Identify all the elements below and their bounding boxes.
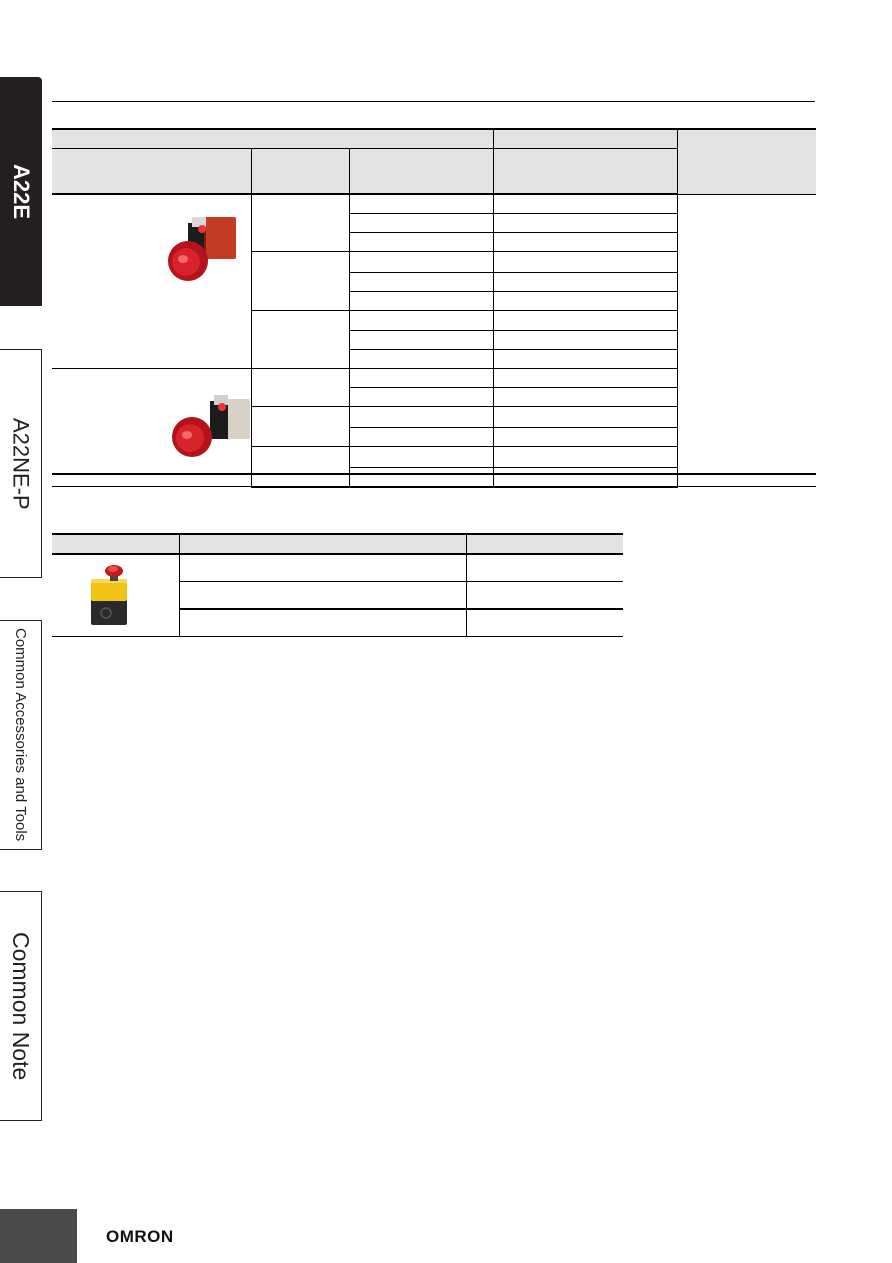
data-cell (493, 252, 677, 273)
product-table (52, 128, 816, 488)
data-cell (179, 582, 466, 609)
data-cell (493, 233, 677, 252)
control-box-table (52, 533, 623, 637)
table-header-row (52, 534, 623, 554)
tab-a22ne-p[interactable] (0, 349, 42, 578)
shared-cell (677, 194, 816, 487)
data-cell (349, 427, 493, 446)
table-bottom-rule (52, 473, 816, 475)
emergency-stop-switch-image (52, 369, 251, 481)
data-cell (493, 388, 677, 407)
data-cell (493, 194, 677, 214)
data-cell (493, 291, 677, 310)
group-cell (251, 369, 349, 407)
product-image-cell (52, 194, 251, 369)
group-cell (251, 252, 349, 311)
data-cell (349, 388, 493, 407)
data-cell (493, 214, 677, 233)
data-cell (466, 582, 623, 609)
data-cell (493, 350, 677, 369)
table-row (52, 554, 623, 582)
header-cell (251, 149, 349, 195)
control-box-image (52, 555, 179, 631)
header-cell (52, 534, 179, 554)
data-cell (349, 194, 493, 214)
data-cell (349, 214, 493, 233)
header-cell (52, 149, 251, 195)
product-image-cell (52, 369, 251, 487)
tab-label: Common Note (8, 931, 34, 1081)
data-cell (179, 554, 466, 582)
data-cell (349, 331, 493, 350)
data-cell (466, 609, 623, 637)
page-number-block (0, 1209, 77, 1263)
data-cell (493, 369, 677, 388)
header-cell (493, 149, 677, 195)
data-cell (493, 272, 677, 291)
data-cell (493, 331, 677, 350)
tab-common-accessories[interactable] (0, 620, 42, 850)
omron-logo: OMRON (106, 1227, 174, 1246)
data-cell (179, 609, 466, 637)
data-cell (349, 252, 493, 273)
header-cell (677, 129, 816, 194)
data-cell (349, 467, 493, 487)
header-cell (493, 129, 677, 149)
group-cell (251, 446, 349, 486)
group-cell (251, 194, 349, 252)
data-cell (349, 291, 493, 310)
tab-label: A22NE-P (8, 417, 34, 510)
data-cell (493, 446, 677, 467)
data-cell (493, 407, 677, 428)
data-cell (349, 446, 493, 467)
data-cell (349, 350, 493, 369)
header-cell (179, 534, 466, 554)
header-cell (466, 534, 623, 554)
emergency-stop-switch-image (52, 195, 251, 363)
table-header-row (52, 129, 816, 149)
group-cell (251, 310, 349, 369)
product-image-cell (52, 554, 179, 637)
tab-common-note[interactable] (0, 891, 42, 1121)
data-cell (349, 310, 493, 331)
data-cell (349, 233, 493, 252)
header-cell (349, 149, 493, 195)
table-row (52, 194, 816, 214)
data-cell (349, 407, 493, 428)
tab-label: Common Accessories and Tools (12, 628, 29, 842)
data-cell (466, 554, 623, 582)
data-cell (493, 310, 677, 331)
tab-label: A22E (9, 163, 34, 220)
section-rule (52, 101, 815, 102)
data-cell (349, 272, 493, 291)
group-cell (251, 407, 349, 447)
data-cell (493, 467, 677, 487)
data-cell (493, 427, 677, 446)
header-cell (52, 129, 493, 149)
data-cell (349, 369, 493, 388)
tab-a22e[interactable] (0, 77, 42, 306)
